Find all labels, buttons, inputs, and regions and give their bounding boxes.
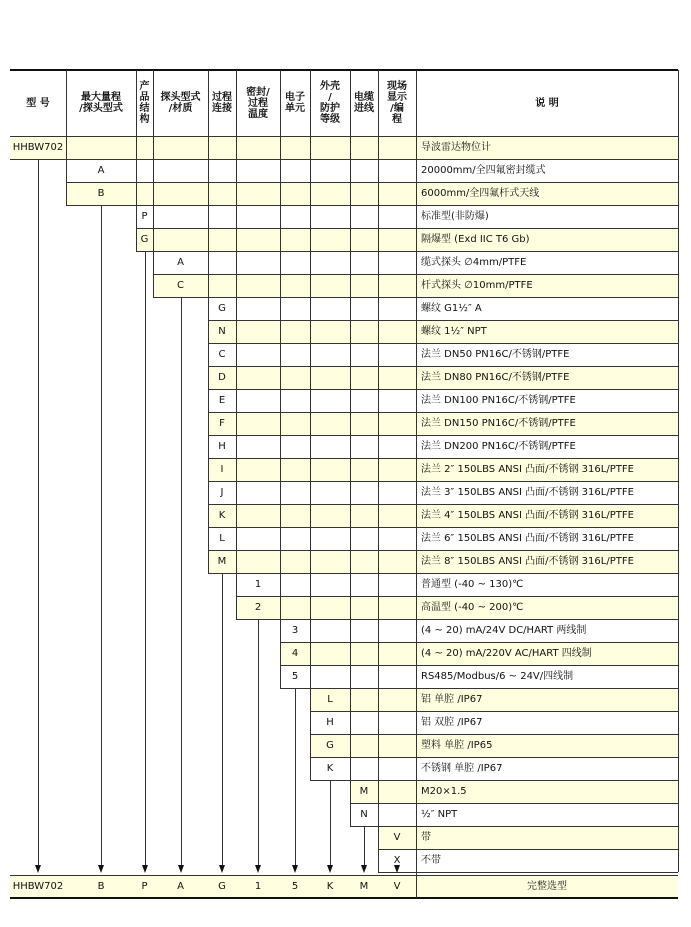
- option-code: A: [97, 165, 105, 176]
- option-description: 螺纹 1½″ NPT: [421, 326, 487, 337]
- column-divider: [378, 70, 379, 872]
- option-description: 缆式探头 ∅4mm/PTFE: [421, 257, 527, 268]
- grid-line: [208, 527, 678, 528]
- final-code: G: [218, 881, 226, 892]
- column-divider: [280, 70, 281, 688]
- option-description: 铝 单腔 /IP67: [421, 694, 483, 705]
- header-cell: 产 品 结 构: [139, 81, 150, 125]
- option-code: N: [218, 326, 226, 337]
- arrow-down-icon: [35, 865, 41, 873]
- grid-line: [10, 875, 678, 876]
- option-code: I: [220, 464, 224, 475]
- option-description: 铝 双腔 /IP67: [421, 717, 483, 728]
- header-cell: 最大量程 /探头型式: [79, 92, 123, 114]
- final-description: 完整选型: [527, 881, 567, 892]
- header-cell: 电缆 进线: [354, 92, 374, 114]
- option-code: H: [326, 717, 334, 728]
- option-code: G: [326, 740, 334, 751]
- option-code: J: [220, 487, 224, 498]
- grid-line: [310, 734, 678, 735]
- leader-line: [38, 159, 39, 865]
- option-code: M: [359, 786, 369, 797]
- grid-line: [208, 412, 678, 413]
- arrow-down-icon: [142, 865, 148, 873]
- arrow-down-icon: [292, 865, 298, 873]
- grid-line: [10, 136, 678, 137]
- option-code: X: [393, 855, 401, 866]
- option-code: L: [327, 694, 333, 705]
- option-code: A: [177, 257, 184, 268]
- grid-line: [280, 688, 678, 689]
- header-cell: 探头型式 /材质: [160, 92, 201, 114]
- arrow-down-icon: [394, 865, 400, 873]
- grid-line: [378, 849, 678, 850]
- option-description: 杆式探头 ∅10mm/PTFE: [421, 280, 533, 291]
- column-divider: [153, 70, 154, 297]
- column-divider: [66, 70, 67, 205]
- grid-line: [350, 803, 678, 804]
- grid-line: [208, 458, 678, 459]
- option-code: 1: [254, 579, 262, 590]
- final-code: HHBW702: [12, 881, 64, 892]
- column-divider: [208, 70, 209, 573]
- leader-line: [222, 573, 223, 865]
- leader-line: [181, 297, 182, 865]
- grid-line: [236, 619, 678, 620]
- option-description: 不带: [421, 855, 441, 866]
- grid-line: [66, 182, 678, 183]
- arrow-down-icon: [219, 865, 225, 873]
- right-border: [678, 70, 679, 872]
- arrow-down-icon: [255, 865, 261, 873]
- leader-line: [330, 780, 331, 865]
- final-code: B: [97, 881, 105, 892]
- option-code: L: [219, 533, 225, 544]
- grid-line: [208, 550, 678, 551]
- grid-line: [350, 826, 678, 827]
- option-code: 4: [291, 648, 299, 659]
- table-bottom-border: [10, 897, 678, 899]
- option-description: 6000mm/全四氟杆式天线: [421, 188, 540, 199]
- option-code: C: [218, 349, 226, 360]
- grid-line: [10, 159, 678, 160]
- column-divider: [136, 70, 137, 251]
- option-code: G: [218, 303, 226, 314]
- option-code: B: [97, 188, 105, 199]
- final-code: 1: [254, 881, 262, 892]
- option-description: 法兰 DN100 PN16C/不锈钢/PTFE: [421, 395, 576, 406]
- option-description: 带: [421, 832, 431, 843]
- option-code: 2: [254, 602, 262, 613]
- option-description: 标准型(非防爆): [421, 211, 489, 222]
- grid-line: [208, 389, 678, 390]
- header-cell: 密封/ 过程 温度: [246, 86, 270, 120]
- leader-line: [101, 205, 102, 865]
- option-code: V: [393, 832, 401, 843]
- grid-line: [378, 872, 678, 873]
- option-code: P: [141, 211, 148, 222]
- description-divider: [416, 70, 417, 898]
- option-description: 法兰 DN80 PN16C/不锈钢/PTFE: [421, 372, 570, 383]
- option-description: 20000mm/全四氟密封缆式: [421, 165, 546, 176]
- header-cell: 过程 连接: [212, 92, 232, 114]
- option-description: 法兰 8″ 150LBS ANSI 凸面/不锈钢 316L/PTFE: [421, 556, 634, 567]
- option-code: H: [218, 441, 226, 452]
- option-description: 普通型 (-40 ~ 130)℃: [421, 579, 524, 590]
- option-description: 导波雷达物位计: [421, 142, 491, 153]
- table-top-border: [10, 69, 678, 71]
- arrow-down-icon: [327, 865, 333, 873]
- option-code: E: [218, 395, 226, 406]
- final-code: A: [177, 881, 184, 892]
- option-description: 法兰 2″ 150LBS ANSI 凸面/不锈钢 316L/PTFE: [421, 464, 634, 475]
- header-cell: 外壳 / 防护 等级: [320, 81, 340, 125]
- final-code: P: [141, 881, 148, 892]
- grid-line: [310, 780, 678, 781]
- option-description: 法兰 DN150 PN16C/不锈钢/PTFE: [421, 418, 576, 429]
- option-code: K: [218, 510, 226, 521]
- grid-line: [208, 573, 678, 574]
- arrow-down-icon: [361, 865, 367, 873]
- grid-line: [208, 504, 678, 505]
- leader-line: [258, 619, 259, 865]
- option-description: (4 ~ 20) mA/24V DC/HART 两线制: [421, 625, 587, 636]
- option-description: 不锈钢 单腔 /IP67: [421, 763, 503, 774]
- option-description: 塑料 单腔 /IP65: [421, 740, 493, 751]
- option-code: K: [326, 763, 334, 774]
- option-description: 法兰 3″ 150LBS ANSI 凸面/不锈钢 316L/PTFE: [421, 487, 634, 498]
- arrow-down-icon: [98, 865, 104, 873]
- option-code: M: [217, 556, 227, 567]
- header-cell: 现场 显示 /编 程: [387, 81, 407, 125]
- option-description: 法兰 4″ 150LBS ANSI 凸面/不锈钢 316L/PTFE: [421, 510, 634, 521]
- final-code: K: [326, 881, 334, 892]
- option-description: ½″ NPT: [421, 809, 458, 820]
- option-code: C: [177, 280, 184, 291]
- leader-line: [295, 688, 296, 865]
- option-code: G: [140, 234, 149, 245]
- column-divider: [310, 70, 311, 780]
- option-code: D: [218, 372, 226, 383]
- option-description: M20×1.5: [421, 786, 467, 797]
- grid-line: [208, 435, 678, 436]
- grid-line: [310, 757, 678, 758]
- option-code: N: [360, 809, 368, 820]
- grid-line: [236, 596, 678, 597]
- column-divider: [350, 70, 351, 826]
- grid-line: [136, 228, 678, 229]
- column-divider: [236, 70, 237, 619]
- grid-line: [208, 481, 678, 482]
- header-cell: 型 号: [26, 97, 50, 109]
- grid-line: [66, 205, 678, 206]
- final-code: V: [393, 881, 401, 892]
- grid-line: [310, 711, 678, 712]
- final-code: 5: [291, 881, 299, 892]
- header-cell: 电子 单元: [285, 92, 305, 114]
- option-description: (4 ~ 20) mA/220V AC/HART 四线制: [421, 648, 592, 659]
- leader-line: [145, 251, 146, 865]
- option-code: F: [219, 418, 225, 429]
- grid-line: [208, 343, 678, 344]
- arrow-down-icon: [178, 865, 184, 873]
- option-code: 3: [291, 625, 299, 636]
- option-description: 螺纹 G1½″ A: [421, 303, 482, 314]
- option-description: RS485/Modbus/6 ~ 24V/四线制: [421, 671, 574, 682]
- option-code: HHBW702: [12, 142, 64, 153]
- option-description: 法兰 6″ 150LBS ANSI 凸面/不锈钢 316L/PTFE: [421, 533, 634, 544]
- final-code: M: [359, 881, 369, 892]
- option-code: 5: [291, 671, 299, 682]
- grid-line: [136, 251, 678, 252]
- option-description: 高温型 (-40 ~ 200)℃: [421, 602, 524, 613]
- grid-line: [280, 665, 678, 666]
- header-cell: 说 明: [535, 97, 559, 109]
- grid-line: [280, 642, 678, 643]
- leader-line: [364, 826, 365, 865]
- grid-line: [208, 320, 678, 321]
- grid-line: [208, 366, 678, 367]
- option-description: 法兰 DN50 PN16C/不锈钢/PTFE: [421, 349, 570, 360]
- option-description: 法兰 DN200 PN16C/不锈钢/PTFE: [421, 441, 576, 452]
- option-description: 隔爆型 (Exd IIC T6 Gb): [421, 234, 530, 245]
